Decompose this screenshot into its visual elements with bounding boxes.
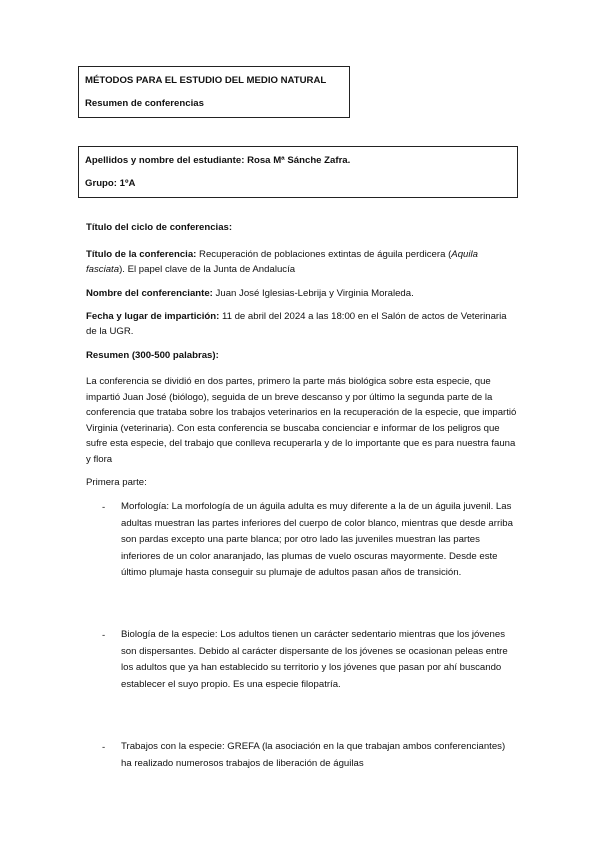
summary-label: Resumen (300-500 palabras): bbox=[86, 350, 219, 361]
speaker-value: Juan José Iglesias-Lebrija y Virginia Moraleda. bbox=[212, 288, 414, 299]
talk-title-value-1: Recuperación de poblaciones extintas de águila perdicera ( bbox=[196, 249, 452, 260]
date-place-label: Fecha y lugar de impartición: bbox=[86, 311, 220, 322]
bullet-dash: - bbox=[102, 630, 106, 641]
species-name: Aquila fasciata bbox=[86, 249, 478, 275]
course-title: MÉTODOS PARA EL ESTUDIO DEL MEDIO NATURAL bbox=[85, 75, 327, 86]
part-heading: Primera parte: bbox=[86, 477, 147, 488]
document-subtitle: Resumen de conferencias bbox=[85, 98, 204, 109]
student-name-label: Apellidos y nombre del estudiante: bbox=[85, 155, 248, 166]
list-item-morphology: Morfología: La morfología de un águila adulta es muy diferente a la de un águila juvenil. Las adultas muestran las partes inferiores del cuerpo de color blanco, mientras que desde arriba son pardas excepto una parte blanca; por otro lado las juveniles muestran las partes inferiores de un color anaranjado, las plumas de vuelo oscuras mayormente. Desde este último plumaje hasta conseguir su plumaje de adultos pasan años de transición. bbox=[121, 501, 513, 578]
list-item-work: Trabajos con la especie: GREFA (la asociación en la que trabajan ambos conferenciantes) ha realizado numerosos trabajos de liberación de águilas bbox=[121, 741, 506, 769]
speaker-label: Nombre del conferenciante: bbox=[86, 288, 213, 299]
course-header-box bbox=[78, 66, 350, 118]
summary-intro-paragraph: La conferencia se dividió en dos partes, primero la parte más biológica sobre esta especie, que impartió Juan José (biólogo), seguida de un breve descanso y por último la segunda parte de la conferencia que trataba sobre los trabajos veterinarios en la recuperación de la especie, que impartió Virginia (veterinaria). Con esta conferencia se buscaba concienciar e informar de los peligros que sufre esta especie, del trabajo que conlleva recuperarla y de lo importante que es para nuestra fauna y flora bbox=[86, 376, 517, 465]
group-value: 1ºA bbox=[119, 178, 136, 189]
date-place-field bbox=[86, 310, 518, 339]
talk-title-label: Título de la conferencia: bbox=[86, 249, 197, 260]
summary-field bbox=[86, 349, 518, 364]
cycle-title-field bbox=[86, 221, 518, 236]
date-place-value: 11 de abril del 2024 a las 18:00 en el Salón de actos de Veterinaria de la UGR. bbox=[86, 311, 507, 337]
talk-title-value-2: ). El papel clave de la Junta de Andalucía bbox=[119, 263, 296, 275]
talk-title-field bbox=[86, 248, 518, 277]
list-item-biology: Biología de la especie: Los adultos tienen un carácter sedentario mientras que los jóvenes son dispersantes. Debido al carácter dispersante de los jóvenes se ocasionan peleas entre los adultos que ya han establecido su territorio y los jóvenes que pasan por ahí buscando establecer el suyo propio. Es una especie filopatría. bbox=[121, 629, 508, 690]
speaker-field bbox=[86, 287, 518, 302]
bullet-dash: - bbox=[102, 742, 106, 753]
student-name-line bbox=[85, 155, 350, 166]
student-name-value: Rosa Mª Sánche Zafra. bbox=[247, 155, 351, 166]
group-label: Grupo: bbox=[85, 178, 120, 189]
student-group-line bbox=[85, 178, 135, 189]
student-info-box bbox=[78, 146, 518, 198]
cycle-title-label: Título del ciclo de conferencias: bbox=[86, 222, 233, 233]
bullet-dash: - bbox=[102, 502, 106, 513]
